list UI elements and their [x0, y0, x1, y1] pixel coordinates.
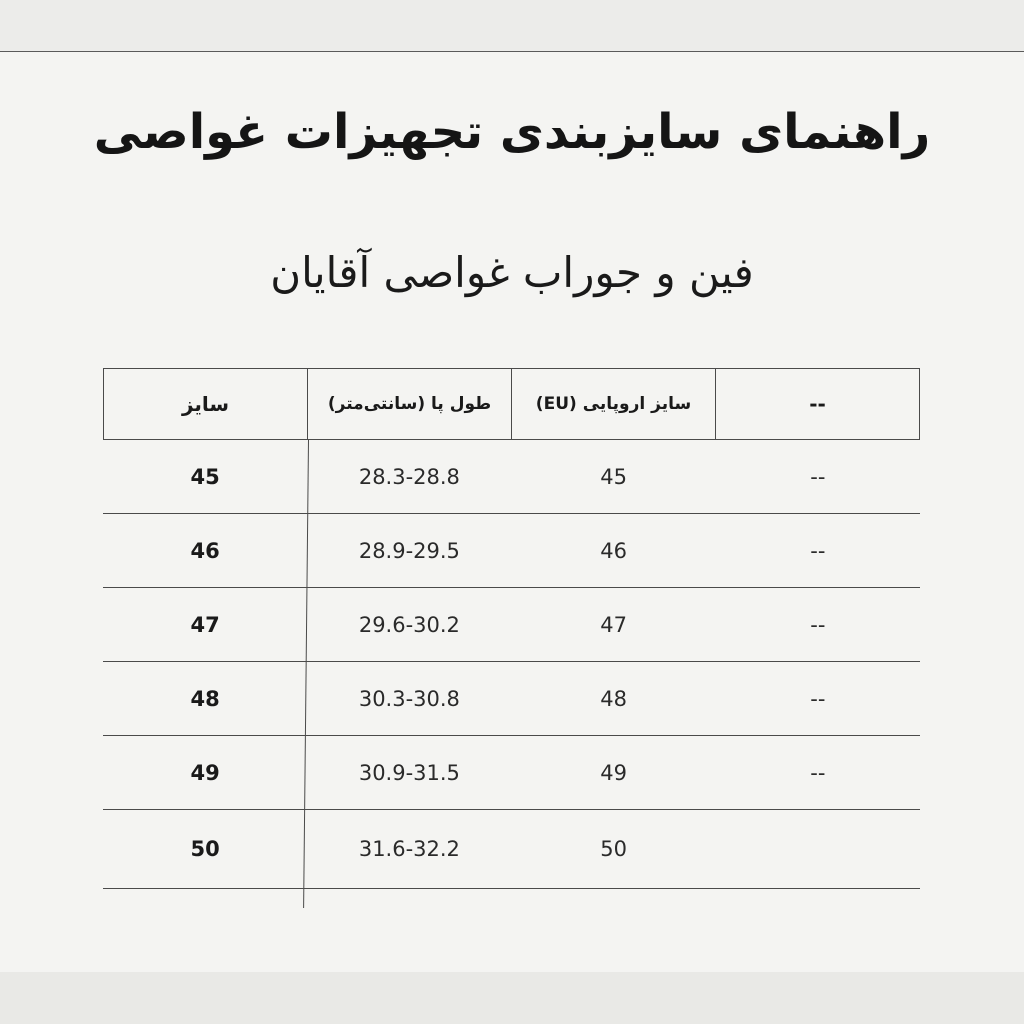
cell-placeholder: -- — [810, 538, 826, 563]
table-row — [103, 588, 920, 662]
cell-foot-length: 31.6-32.2 — [358, 837, 460, 861]
cell-eu-size: 46 — [600, 538, 627, 563]
page-subtitle: فین و جوراب غواصی آقایان — [270, 248, 754, 297]
cell-foot-length: 28.3-28.8 — [358, 464, 460, 489]
cell-eu-size: 45 — [600, 464, 627, 489]
cell-foot-length: 30.9-31.5 — [358, 760, 460, 785]
cell-size: 46 — [190, 538, 220, 563]
table-header-row — [103, 368, 920, 440]
cell-placeholder — [716, 810, 920, 888]
cell-foot-length: 29.6-30.2 — [358, 612, 460, 637]
size-table — [103, 368, 920, 889]
cell-placeholder: -- — [810, 760, 826, 785]
bottom-band — [0, 972, 1024, 1024]
cell-size: 47 — [190, 612, 220, 637]
table-row — [103, 810, 920, 889]
cell-size: 48 — [190, 686, 220, 711]
cell-eu-size: 48 — [600, 686, 627, 711]
cell-placeholder: -- — [810, 612, 826, 637]
table-row — [103, 736, 920, 810]
table-row — [103, 662, 920, 736]
cell-eu-size: 50 — [600, 837, 627, 861]
header-placeholder: -- — [715, 369, 919, 439]
cell-eu-size: 47 — [600, 612, 627, 637]
header-size: سایز — [181, 392, 230, 416]
cell-foot-length: 28.9-29.5 — [358, 538, 460, 563]
page-title: راهنمای سایزبندی تجهیزات غواصی — [93, 104, 931, 160]
table-row — [103, 440, 920, 514]
cell-eu-size: 49 — [600, 760, 627, 785]
cell-foot-length: 30.3-30.8 — [358, 686, 460, 711]
cell-size: 50 — [190, 837, 220, 861]
cell-placeholder: -- — [810, 686, 826, 711]
table-row — [103, 514, 920, 588]
header-eu-size: سایز اروپایی (EU) — [511, 369, 715, 439]
cell-placeholder: -- — [810, 464, 826, 489]
top-band — [0, 0, 1024, 52]
cell-size: 45 — [190, 464, 220, 489]
header-foot-length: طول پا (سانتی‌متر) — [307, 369, 511, 439]
cell-size: 49 — [190, 760, 220, 785]
